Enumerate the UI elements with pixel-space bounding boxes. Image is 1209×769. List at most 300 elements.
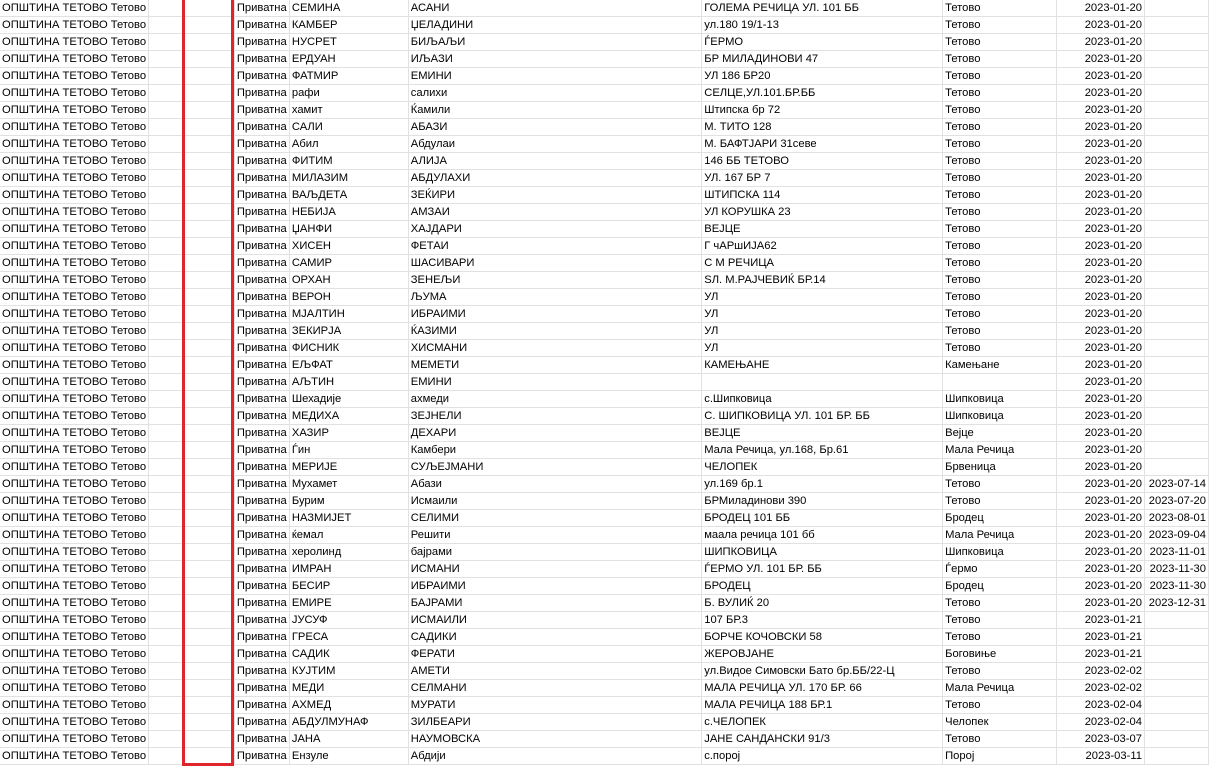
blank-cell[interactable] (149, 34, 235, 51)
first-name-cell[interactable]: ЕМИРЕ (289, 595, 408, 612)
last-name-cell[interactable]: Абдији (408, 748, 701, 765)
end-date-cell[interactable] (1144, 663, 1208, 680)
municipality-cell[interactable]: ОПШТИНА ТЕТОВО Тетово (0, 289, 149, 306)
blank-cell[interactable] (149, 561, 235, 578)
municipality-cell[interactable]: ОПШТИНА ТЕТОВО Тетово (0, 221, 149, 238)
first-name-cell[interactable]: ХАЗИР (289, 425, 408, 442)
address-cell[interactable]: ул.Видое Симовски Бато бр.ББ/22-Ц (702, 663, 943, 680)
start-date-cell[interactable]: 2023-02-02 (1057, 680, 1145, 697)
last-name-cell[interactable]: Абази (408, 476, 701, 493)
type-cell[interactable]: Приватна (234, 408, 289, 425)
type-cell[interactable]: Приватна (234, 323, 289, 340)
type-cell[interactable]: Приватна (234, 425, 289, 442)
first-name-cell[interactable]: МЕРИЈЕ (289, 459, 408, 476)
city-cell[interactable]: Челопек (943, 714, 1057, 731)
end-date-cell[interactable] (1144, 34, 1208, 51)
municipality-cell[interactable]: ОПШТИНА ТЕТОВО Тетово (0, 323, 149, 340)
city-cell[interactable]: Шипковица (943, 391, 1057, 408)
start-date-cell[interactable]: 2023-02-04 (1057, 697, 1145, 714)
first-name-cell[interactable]: СЕМИНА (289, 0, 408, 17)
first-name-cell[interactable]: МЕДИ (289, 680, 408, 697)
end-date-cell[interactable]: 2023-11-30 (1144, 578, 1208, 595)
blank-cell[interactable] (149, 748, 235, 765)
first-name-cell[interactable]: ФИТИМ (289, 153, 408, 170)
start-date-cell[interactable]: 2023-01-20 (1057, 0, 1145, 17)
last-name-cell[interactable]: Исмаили (408, 493, 701, 510)
last-name-cell[interactable]: ХАЈДАРИ (408, 221, 701, 238)
last-name-cell[interactable]: СЕЛМАНИ (408, 680, 701, 697)
end-date-cell[interactable] (1144, 340, 1208, 357)
address-cell[interactable]: ШТИПСКА 114 (702, 187, 943, 204)
first-name-cell[interactable]: Бурим (289, 493, 408, 510)
blank-cell[interactable] (149, 0, 235, 17)
end-date-cell[interactable] (1144, 629, 1208, 646)
municipality-cell[interactable]: ОПШТИНА ТЕТОВО Тетово (0, 102, 149, 119)
type-cell[interactable]: Приватна (234, 357, 289, 374)
municipality-cell[interactable]: ОПШТИНА ТЕТОВО Тетово (0, 459, 149, 476)
first-name-cell[interactable]: рафи (289, 85, 408, 102)
municipality-cell[interactable]: ОПШТИНА ТЕТОВО Тетово (0, 646, 149, 663)
municipality-cell[interactable]: ОПШТИНА ТЕТОВО Тетово (0, 170, 149, 187)
city-cell[interactable]: Тетово (943, 102, 1057, 119)
start-date-cell[interactable]: 2023-02-04 (1057, 714, 1145, 731)
blank-cell[interactable] (149, 136, 235, 153)
last-name-cell[interactable]: ЗЕНЕЉИ (408, 272, 701, 289)
blank-cell[interactable] (149, 476, 235, 493)
blank-cell[interactable] (149, 493, 235, 510)
start-date-cell[interactable]: 2023-01-20 (1057, 391, 1145, 408)
address-cell[interactable]: ЖЕРОВЈАНЕ (702, 646, 943, 663)
end-date-cell[interactable] (1144, 153, 1208, 170)
last-name-cell[interactable]: МЕМЕТИ (408, 357, 701, 374)
blank-cell[interactable] (149, 238, 235, 255)
last-name-cell[interactable]: ХИСМАНИ (408, 340, 701, 357)
blank-cell[interactable] (149, 68, 235, 85)
last-name-cell[interactable]: ЉУМА (408, 289, 701, 306)
last-name-cell[interactable]: ФЕТАИ (408, 238, 701, 255)
last-name-cell[interactable]: бајрами (408, 544, 701, 561)
end-date-cell[interactable] (1144, 680, 1208, 697)
municipality-cell[interactable]: ОПШТИНА ТЕТОВО Тетово (0, 595, 149, 612)
blank-cell[interactable] (149, 714, 235, 731)
first-name-cell[interactable]: КАМБЕР (289, 17, 408, 34)
blank-cell[interactable] (149, 306, 235, 323)
municipality-cell[interactable]: ОПШТИНА ТЕТОВО Тетово (0, 697, 149, 714)
first-name-cell[interactable]: Ензуле (289, 748, 408, 765)
blank-cell[interactable] (149, 527, 235, 544)
address-cell[interactable]: М. ТИТО 128 (702, 119, 943, 136)
end-date-cell[interactable] (1144, 187, 1208, 204)
last-name-cell[interactable]: ахмеди (408, 391, 701, 408)
first-name-cell[interactable]: ЕЉФАТ (289, 357, 408, 374)
first-name-cell[interactable]: Шехадије (289, 391, 408, 408)
first-name-cell[interactable]: ЈУСУФ (289, 612, 408, 629)
municipality-cell[interactable]: ОПШТИНА ТЕТОВО Тетово (0, 306, 149, 323)
start-date-cell[interactable]: 2023-01-20 (1057, 204, 1145, 221)
last-name-cell[interactable]: ЕМИНИ (408, 68, 701, 85)
last-name-cell[interactable]: БАЈРАМИ (408, 595, 701, 612)
start-date-cell[interactable]: 2023-01-20 (1057, 408, 1145, 425)
first-name-cell[interactable]: Абил (289, 136, 408, 153)
municipality-cell[interactable]: ОПШТИНА ТЕТОВО Тетово (0, 408, 149, 425)
city-cell[interactable] (943, 374, 1057, 391)
address-cell[interactable]: УЛ 186 БР20 (702, 68, 943, 85)
address-cell[interactable]: ЃЕРМО (702, 34, 943, 51)
address-cell[interactable]: УЛ КОРУШКА 23 (702, 204, 943, 221)
last-name-cell[interactable]: СЕЛИМИ (408, 510, 701, 527)
last-name-cell[interactable]: салихи (408, 85, 701, 102)
start-date-cell[interactable]: 2023-01-20 (1057, 544, 1145, 561)
municipality-cell[interactable]: ОПШТИНА ТЕТОВО Тетово (0, 187, 149, 204)
address-cell[interactable]: УЛ (702, 289, 943, 306)
first-name-cell[interactable]: АЉТИН (289, 374, 408, 391)
blank-cell[interactable] (149, 221, 235, 238)
end-date-cell[interactable]: 2023-08-01 (1144, 510, 1208, 527)
end-date-cell[interactable]: 2023-12-31 (1144, 595, 1208, 612)
city-cell[interactable]: Тетово (943, 153, 1057, 170)
last-name-cell[interactable]: Ќамили (408, 102, 701, 119)
first-name-cell[interactable]: НЕБИЈА (289, 204, 408, 221)
address-cell[interactable]: С М РЕЧИЦА (702, 255, 943, 272)
type-cell[interactable]: Приватна (234, 748, 289, 765)
municipality-cell[interactable]: ОПШТИНА ТЕТОВО Тетово (0, 714, 149, 731)
address-cell[interactable]: маала речица 101 бб (702, 527, 943, 544)
start-date-cell[interactable]: 2023-01-20 (1057, 136, 1145, 153)
type-cell[interactable]: Приватна (234, 136, 289, 153)
end-date-cell[interactable]: 2023-07-20 (1144, 493, 1208, 510)
last-name-cell[interactable]: ИЉАЗИ (408, 51, 701, 68)
municipality-cell[interactable]: ОПШТИНА ТЕТОВО Тетово (0, 374, 149, 391)
address-cell[interactable]: ВЕЈЦЕ (702, 425, 943, 442)
city-cell[interactable]: Боговиње (943, 646, 1057, 663)
municipality-cell[interactable]: ОПШТИНА ТЕТОВО Тетово (0, 51, 149, 68)
type-cell[interactable]: Приватна (234, 17, 289, 34)
type-cell[interactable]: Приватна (234, 255, 289, 272)
city-cell[interactable]: Шипковица (943, 544, 1057, 561)
start-date-cell[interactable]: 2023-01-20 (1057, 255, 1145, 272)
type-cell[interactable]: Приватна (234, 374, 289, 391)
address-cell[interactable]: М. БАФТЈАРИ 31севе (702, 136, 943, 153)
last-name-cell[interactable]: ЏЕЛАДИНИ (408, 17, 701, 34)
blank-cell[interactable] (149, 187, 235, 204)
type-cell[interactable]: Приватна (234, 527, 289, 544)
municipality-cell[interactable]: ОПШТИНА ТЕТОВО Тетово (0, 578, 149, 595)
first-name-cell[interactable]: ЕРДУАН (289, 51, 408, 68)
address-cell[interactable]: с.порој (702, 748, 943, 765)
address-cell[interactable]: С. ШИПКОВИЦА УЛ. 101 БР. ББ (702, 408, 943, 425)
end-date-cell[interactable] (1144, 102, 1208, 119)
type-cell[interactable]: Приватна (234, 493, 289, 510)
start-date-cell[interactable]: 2023-01-20 (1057, 510, 1145, 527)
end-date-cell[interactable] (1144, 748, 1208, 765)
start-date-cell[interactable]: 2023-01-20 (1057, 170, 1145, 187)
last-name-cell[interactable]: ШАСИВАРИ (408, 255, 701, 272)
end-date-cell[interactable] (1144, 408, 1208, 425)
start-date-cell[interactable]: 2023-01-20 (1057, 85, 1145, 102)
municipality-cell[interactable]: ОПШТИНА ТЕТОВО Тетово (0, 153, 149, 170)
first-name-cell[interactable]: херолинд (289, 544, 408, 561)
city-cell[interactable]: Тетово (943, 68, 1057, 85)
municipality-cell[interactable]: ОПШТИНА ТЕТОВО Тетово (0, 425, 149, 442)
type-cell[interactable]: Приватна (234, 221, 289, 238)
end-date-cell[interactable] (1144, 714, 1208, 731)
start-date-cell[interactable]: 2023-01-20 (1057, 578, 1145, 595)
address-cell[interactable]: с.Шипковица (702, 391, 943, 408)
type-cell[interactable]: Приватна (234, 578, 289, 595)
municipality-cell[interactable]: ОПШТИНА ТЕТОВО Тетово (0, 357, 149, 374)
end-date-cell[interactable] (1144, 204, 1208, 221)
blank-cell[interactable] (149, 374, 235, 391)
address-cell[interactable]: КАМЕЊАНЕ (702, 357, 943, 374)
city-cell[interactable]: Тетово (943, 629, 1057, 646)
end-date-cell[interactable] (1144, 323, 1208, 340)
blank-cell[interactable] (149, 731, 235, 748)
city-cell[interactable]: Тетово (943, 221, 1057, 238)
blank-cell[interactable] (149, 680, 235, 697)
address-cell[interactable]: Штипска бр 72 (702, 102, 943, 119)
type-cell[interactable]: Приватна (234, 595, 289, 612)
last-name-cell[interactable]: ДЕХАРИ (408, 425, 701, 442)
start-date-cell[interactable]: 2023-01-20 (1057, 238, 1145, 255)
type-cell[interactable]: Приватна (234, 102, 289, 119)
last-name-cell[interactable]: АМЗАИ (408, 204, 701, 221)
blank-cell[interactable] (149, 629, 235, 646)
municipality-cell[interactable]: ОПШТИНА ТЕТОВО Тетово (0, 17, 149, 34)
first-name-cell[interactable]: ќемал (289, 527, 408, 544)
municipality-cell[interactable]: ОПШТИНА ТЕТОВО Тетово (0, 340, 149, 357)
end-date-cell[interactable] (1144, 255, 1208, 272)
end-date-cell[interactable] (1144, 221, 1208, 238)
city-cell[interactable]: Брвеница (943, 459, 1057, 476)
city-cell[interactable]: Мала Речица (943, 527, 1057, 544)
municipality-cell[interactable]: ОПШТИНА ТЕТОВО Тетово (0, 119, 149, 136)
municipality-cell[interactable]: ОПШТИНА ТЕТОВО Тетово (0, 493, 149, 510)
city-cell[interactable]: Тетово (943, 731, 1057, 748)
start-date-cell[interactable]: 2023-01-20 (1057, 527, 1145, 544)
last-name-cell[interactable]: СУЉЕЈМАНИ (408, 459, 701, 476)
blank-cell[interactable] (149, 357, 235, 374)
end-date-cell[interactable]: 2023-11-01 (1144, 544, 1208, 561)
address-cell[interactable]: Мала Речица, ул.168, Бр.61 (702, 442, 943, 459)
address-cell[interactable] (702, 374, 943, 391)
municipality-cell[interactable]: ОПШТИНА ТЕТОВО Тетово (0, 748, 149, 765)
end-date-cell[interactable] (1144, 85, 1208, 102)
type-cell[interactable]: Приватна (234, 34, 289, 51)
blank-cell[interactable] (149, 119, 235, 136)
address-cell[interactable]: ГОЛЕМА РЕЧИЦА УЛ. 101 ББ (702, 0, 943, 17)
last-name-cell[interactable]: ЗИЛБЕАРИ (408, 714, 701, 731)
type-cell[interactable]: Приватна (234, 459, 289, 476)
blank-cell[interactable] (149, 340, 235, 357)
blank-cell[interactable] (149, 323, 235, 340)
city-cell[interactable]: Тетово (943, 612, 1057, 629)
end-date-cell[interactable] (1144, 357, 1208, 374)
end-date-cell[interactable] (1144, 119, 1208, 136)
city-cell[interactable]: Тетово (943, 204, 1057, 221)
blank-cell[interactable] (149, 646, 235, 663)
city-cell[interactable]: Мала Речица (943, 680, 1057, 697)
last-name-cell[interactable]: АСАНИ (408, 0, 701, 17)
type-cell[interactable]: Приватна (234, 629, 289, 646)
blank-cell[interactable] (149, 578, 235, 595)
type-cell[interactable]: Приватна (234, 85, 289, 102)
start-date-cell[interactable]: 2023-01-20 (1057, 357, 1145, 374)
municipality-cell[interactable]: ОПШТИНА ТЕТОВО Тетово (0, 238, 149, 255)
blank-cell[interactable] (149, 272, 235, 289)
address-cell[interactable]: ЃЕРМО УЛ. 101 БР. ББ (702, 561, 943, 578)
end-date-cell[interactable] (1144, 459, 1208, 476)
start-date-cell[interactable]: 2023-01-20 (1057, 323, 1145, 340)
last-name-cell[interactable]: ЗЕЌИРИ (408, 187, 701, 204)
city-cell[interactable]: Тетово (943, 289, 1057, 306)
last-name-cell[interactable]: ЌАЗИМИ (408, 323, 701, 340)
type-cell[interactable]: Приватна (234, 306, 289, 323)
last-name-cell[interactable]: ЗЕЈНЕЛИ (408, 408, 701, 425)
blank-cell[interactable] (149, 204, 235, 221)
type-cell[interactable]: Приватна (234, 680, 289, 697)
start-date-cell[interactable]: 2023-01-20 (1057, 153, 1145, 170)
end-date-cell[interactable] (1144, 391, 1208, 408)
first-name-cell[interactable]: ФАТМИР (289, 68, 408, 85)
blank-cell[interactable] (149, 544, 235, 561)
first-name-cell[interactable]: Мухамет (289, 476, 408, 493)
type-cell[interactable]: Приватна (234, 340, 289, 357)
type-cell[interactable]: Приватна (234, 391, 289, 408)
start-date-cell[interactable]: 2023-01-20 (1057, 221, 1145, 238)
address-cell[interactable]: БРОДЕЦ (702, 578, 943, 595)
start-date-cell[interactable]: 2023-01-20 (1057, 102, 1145, 119)
end-date-cell[interactable] (1144, 306, 1208, 323)
start-date-cell[interactable]: 2023-01-20 (1057, 119, 1145, 136)
blank-cell[interactable] (149, 612, 235, 629)
blank-cell[interactable] (149, 85, 235, 102)
end-date-cell[interactable] (1144, 289, 1208, 306)
first-name-cell[interactable]: ХИСЕН (289, 238, 408, 255)
city-cell[interactable]: Тетово (943, 306, 1057, 323)
last-name-cell[interactable]: НАУМОВСКА (408, 731, 701, 748)
address-cell[interactable]: Б. ВУЛИЌ 20 (702, 595, 943, 612)
end-date-cell[interactable] (1144, 425, 1208, 442)
city-cell[interactable]: Ѓермо (943, 561, 1057, 578)
last-name-cell[interactable]: ФЕРАТИ (408, 646, 701, 663)
first-name-cell[interactable]: ВЕРОН (289, 289, 408, 306)
end-date-cell[interactable]: 2023-09-04 (1144, 527, 1208, 544)
municipality-cell[interactable]: ОПШТИНА ТЕТОВО Тетово (0, 731, 149, 748)
type-cell[interactable]: Приватна (234, 714, 289, 731)
blank-cell[interactable] (149, 663, 235, 680)
address-cell[interactable]: УЛ (702, 340, 943, 357)
first-name-cell[interactable]: ОРХАН (289, 272, 408, 289)
municipality-cell[interactable]: ОПШТИНА ТЕТОВО Тетово (0, 561, 149, 578)
city-cell[interactable]: Тетово (943, 34, 1057, 51)
first-name-cell[interactable]: АБДУЛМУНАФ (289, 714, 408, 731)
municipality-cell[interactable]: ОПШТИНА ТЕТОВО Тетово (0, 680, 149, 697)
start-date-cell[interactable]: 2023-01-20 (1057, 595, 1145, 612)
first-name-cell[interactable]: ЗЕКИРЈА (289, 323, 408, 340)
address-cell[interactable]: УЛ (702, 323, 943, 340)
municipality-cell[interactable]: ОПШТИНА ТЕТОВО Тетово (0, 272, 149, 289)
type-cell[interactable]: Приватна (234, 476, 289, 493)
end-date-cell[interactable] (1144, 697, 1208, 714)
blank-cell[interactable] (149, 595, 235, 612)
address-cell[interactable]: СЕЛЦЕ,УЛ.101.БР.ББ (702, 85, 943, 102)
address-cell[interactable]: SЛ. М.РАЈЧЕВИЌ БР.14 (702, 272, 943, 289)
first-name-cell[interactable]: ВАЉДЕТА (289, 187, 408, 204)
start-date-cell[interactable]: 2023-01-20 (1057, 442, 1145, 459)
blank-cell[interactable] (149, 697, 235, 714)
last-name-cell[interactable]: АБДУЛАХИ (408, 170, 701, 187)
municipality-cell[interactable]: ОПШТИНА ТЕТОВО Тетово (0, 629, 149, 646)
first-name-cell[interactable]: Ѓин (289, 442, 408, 459)
type-cell[interactable]: Приватна (234, 51, 289, 68)
address-cell[interactable]: УЛ (702, 306, 943, 323)
city-cell[interactable]: Тетово (943, 187, 1057, 204)
start-date-cell[interactable]: 2023-01-20 (1057, 459, 1145, 476)
city-cell[interactable]: Тетово (943, 476, 1057, 493)
last-name-cell[interactable]: МУРАТИ (408, 697, 701, 714)
first-name-cell[interactable]: НУСРЕТ (289, 34, 408, 51)
address-cell[interactable]: ВЕЈЦЕ (702, 221, 943, 238)
end-date-cell[interactable] (1144, 374, 1208, 391)
last-name-cell[interactable]: АЛИЈА (408, 153, 701, 170)
end-date-cell[interactable] (1144, 51, 1208, 68)
first-name-cell[interactable]: МИЛАЗИМ (289, 170, 408, 187)
type-cell[interactable]: Приватна (234, 170, 289, 187)
city-cell[interactable]: Тетово (943, 17, 1057, 34)
address-cell[interactable]: Г чАРшИЈА62 (702, 238, 943, 255)
blank-cell[interactable] (149, 102, 235, 119)
end-date-cell[interactable] (1144, 136, 1208, 153)
city-cell[interactable]: Тетово (943, 51, 1057, 68)
address-cell[interactable]: ул.180 19/1-13 (702, 17, 943, 34)
municipality-cell[interactable]: ОПШТИНА ТЕТОВО Тетово (0, 0, 149, 17)
municipality-cell[interactable]: ОПШТИНА ТЕТОВО Тетово (0, 136, 149, 153)
start-date-cell[interactable]: 2023-01-21 (1057, 612, 1145, 629)
type-cell[interactable]: Приватна (234, 153, 289, 170)
type-cell[interactable]: Приватна (234, 187, 289, 204)
last-name-cell[interactable]: ИСМАНИ (408, 561, 701, 578)
city-cell[interactable]: Тетово (943, 595, 1057, 612)
blank-cell[interactable] (149, 51, 235, 68)
end-date-cell[interactable] (1144, 646, 1208, 663)
end-date-cell[interactable] (1144, 17, 1208, 34)
type-cell[interactable]: Приватна (234, 646, 289, 663)
municipality-cell[interactable]: ОПШТИНА ТЕТОВО Тетово (0, 85, 149, 102)
blank-cell[interactable] (149, 442, 235, 459)
city-cell[interactable]: Тетово (943, 663, 1057, 680)
first-name-cell[interactable]: ЈАНА (289, 731, 408, 748)
start-date-cell[interactable]: 2023-01-20 (1057, 17, 1145, 34)
city-cell[interactable]: Тетово (943, 697, 1057, 714)
address-cell[interactable]: МАЛА РЕЧИЦА 188 БР.1 (702, 697, 943, 714)
municipality-cell[interactable]: ОПШТИНА ТЕТОВО Тетово (0, 442, 149, 459)
address-cell[interactable]: ул.169 бр.1 (702, 476, 943, 493)
address-cell[interactable]: БР МИЛАДИНОВИ 47 (702, 51, 943, 68)
type-cell[interactable]: Приватна (234, 68, 289, 85)
blank-cell[interactable] (149, 255, 235, 272)
type-cell[interactable]: Приватна (234, 612, 289, 629)
address-cell[interactable]: ШИПКОВИЦА (702, 544, 943, 561)
last-name-cell[interactable]: Решити (408, 527, 701, 544)
address-cell[interactable]: УЛ. 167 БР 7 (702, 170, 943, 187)
first-name-cell[interactable]: ИМРАН (289, 561, 408, 578)
end-date-cell[interactable] (1144, 170, 1208, 187)
city-cell[interactable]: Тетово (943, 255, 1057, 272)
start-date-cell[interactable]: 2023-01-20 (1057, 187, 1145, 204)
address-cell[interactable]: ЈАНЕ САНДАНСКИ 91/3 (702, 731, 943, 748)
start-date-cell[interactable]: 2023-01-20 (1057, 493, 1145, 510)
start-date-cell[interactable]: 2023-01-20 (1057, 68, 1145, 85)
